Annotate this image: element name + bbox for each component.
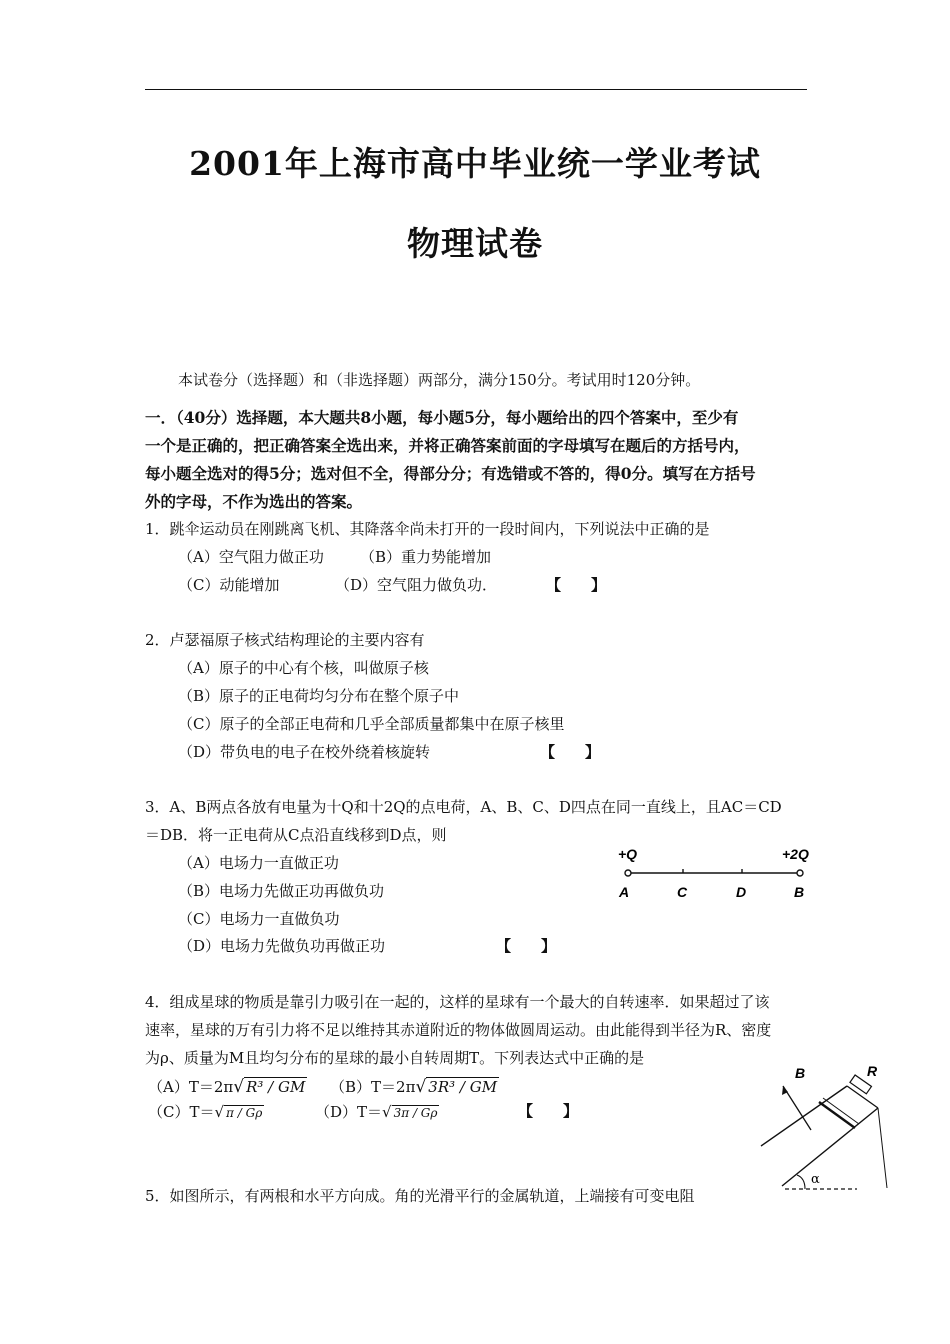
q3-label-plus-2q: +2Q [782, 846, 809, 862]
q4-option-d-prefix: （D）T＝ [315, 1103, 383, 1121]
q1-option-d: （D）空气阻力做负功． [335, 576, 498, 594]
q5-metal-rod [819, 1102, 855, 1128]
sqrt-icon: √ [415, 1077, 427, 1097]
q5-rail-lower [782, 1108, 878, 1186]
sqrt-icon: √ [214, 1103, 225, 1121]
q4-option-c [148, 1101, 264, 1122]
section1-line1: 一．（40分）选择题，本大题共8小题，每小题5分，每小题给出的四个答案中，至少有 [145, 408, 739, 427]
q4-option-d [315, 1101, 439, 1122]
q4-option-a-radicand: R³ / GM [246, 1078, 306, 1096]
q4-option-b [330, 1076, 499, 1097]
q4-option-b-radicand: 3R³ / GM [428, 1078, 498, 1096]
q3-charge-diagram [610, 840, 820, 910]
q3-option-a: （A）电场力一直做正功 [178, 854, 339, 872]
q5-incline-diagram [755, 1062, 905, 1197]
q4-stem-line2: 速率，星球的万有引力将不足以维持其赤道附近的物体做圆周运动。由此能得到半径为R、密度 [145, 1021, 772, 1039]
q5-field-arrow [783, 1086, 811, 1130]
sqrt-icon: √ [233, 1077, 245, 1097]
q4-option-c-radicand: π / Gρ [226, 1106, 263, 1120]
q3-point-a [625, 870, 631, 876]
q5-rod-edge [823, 1098, 859, 1124]
header-rule [145, 89, 807, 90]
section1-line4: 外的字母，不作为选出的答案。 [145, 492, 363, 511]
q1-stem: 1．跳伞运动员在刚跳离飞机、其降落伞尚未打开的一段时间内，下列说法中正确的是 [145, 520, 710, 538]
q3-point-b [797, 870, 803, 876]
exam-title: 2001年上海市高中毕业统一学业考试 [189, 144, 761, 183]
q4-option-d-radicand: 3π / Gρ [393, 1106, 438, 1120]
q3-answer-bracket: 【 】 [496, 937, 557, 955]
q1-answer-bracket: 【 】 [546, 576, 607, 594]
q3-label-d: D [736, 884, 747, 900]
q3-stem-line2: ＝DB．将一正电荷从C点沿直线移到D点，则 [145, 826, 447, 844]
q5-rail-upper [761, 1086, 847, 1146]
q3-label-c: C [677, 884, 688, 900]
q4-option-a [148, 1076, 307, 1097]
q5-label-r: R [867, 1063, 878, 1079]
sqrt-icon: √ [382, 1103, 392, 1121]
q2-answer-bracket: 【 】 [540, 743, 601, 761]
q5-label-alpha: α [811, 1172, 820, 1187]
q1-option-a: （A）空气阻力做正功 [178, 548, 324, 566]
q5-label-b: B [795, 1065, 806, 1081]
q5-stem: 5．如图所示，有两根和水平方向成。角的光滑平行的金属轨道，上端接有可变电阻 [145, 1187, 695, 1205]
q2-option-b: （B）原子的正电荷均匀分布在整个原子中 [178, 687, 460, 705]
q2-stem: 2．卢瑟福原子核式结构理论的主要内容有 [145, 631, 425, 649]
q3-stem-line1: 3．A、B两点各放有电量为十Q和十2Q的点电荷，A、B、C、D四点在同一直线上，且AC＝CD [145, 798, 782, 816]
q4-option-c-prefix: （C）T＝ [148, 1103, 215, 1121]
exam-intro: 本试卷分（选择题）和（非选择题）两部分，满分150分。考试用时120分钟。 [178, 371, 701, 389]
q3-label-a: A [619, 884, 630, 900]
exam-subtitle: 物理试卷 [407, 224, 543, 263]
q4-stem-line1: 4．组成星球的物质是靠引力吸引在一起的，这样的星球有一个最大的自转速率．如果超过了该 [145, 993, 770, 1011]
q4-option-b-prefix: （B）T＝2π [330, 1078, 416, 1096]
q5-support-line [878, 1108, 887, 1188]
q3-option-c: （C）电场力一直做负功 [178, 910, 340, 928]
q4-answer-bracket: 【 】 [518, 1102, 579, 1120]
q2-option-c: （C）原子的全部正电荷和几乎全部质量都集中在原子核里 [178, 715, 565, 733]
section1-line3: 每小题全选对的得5分；选对但不全，得部分分；有选错或不答的，得0分。填写在方括号 [145, 464, 756, 483]
q3-label-b: B [794, 884, 805, 900]
q4-option-a-prefix: （A）T＝2π [148, 1078, 234, 1096]
q5-angle-arc [797, 1175, 805, 1189]
q1-option-b: （B）重力势能增加 [360, 548, 492, 566]
q3-option-b: （B）电场力先做正功再做负功 [178, 882, 385, 900]
q2-option-d: （D）带负电的电子在校外绕着核旋转 [178, 743, 431, 761]
q2-option-a: （A）原子的中心有个核，叫做原子核 [178, 659, 429, 677]
q4-stem-line3: 为ρ、质量为M且均匀分布的星球的最小自转周期T。下列表达式中正确的是 [145, 1049, 645, 1067]
q3-label-plus-q: +Q [618, 846, 638, 862]
section1-line2: 一个是正确的，把正确答案全选出来，并将正确答案前面的字母填写在题后的方括号内， [145, 436, 750, 455]
q3-option-d: （D）电场力先做负功再做正功 [178, 937, 386, 955]
q1-option-c: （C）动能增加 [178, 576, 280, 594]
